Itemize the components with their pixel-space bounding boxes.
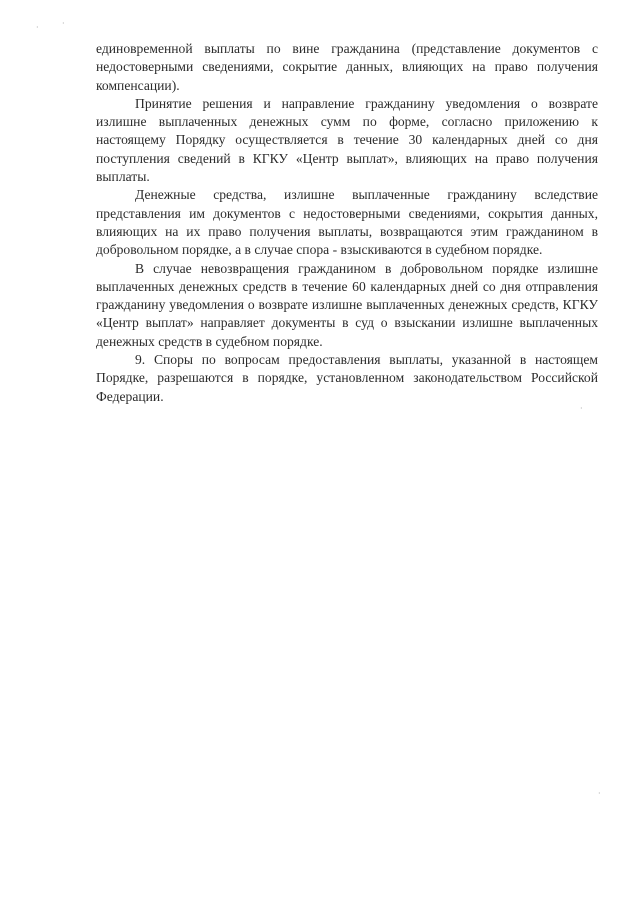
paragraph-court-recovery: В случае невозвращения гражданином в добровольном порядке излишне выплаченных денежных средств в течение 60 календарных дней со дня отправления гражданину уведомления о возврате излишне выплаченных денежных средств, КГКУ «Центр выплат» направляет документы в суд о взыскании излишне выплаченных денежных средств в судебном порядке.	[96, 260, 598, 349]
paragraph-decision-notice: Принятие решения и направление гражданину уведомления о возврате излишне выплаченных денежных сумм по форме, согласно приложению к настоящему Порядку осуществляется в течение 30 календарных дней со дня поступления сведений в КГКУ «Центр выплат», влияющих на право получения выплаты.	[96, 95, 598, 185]
scan-dot-mark: ·	[598, 789, 601, 798]
scan-dot-mark: ·	[62, 19, 65, 28]
paragraph-disputes: 9. Споры по вопросам предоставления выплаты, указанной в настоящем Порядке, разрешаются в порядке, установленном законодательством Российской Федерации.	[96, 352, 598, 404]
paragraph-continuation: единовременной выплаты по вине гражданина (представление документов с недостоверными сведениями, сокрытие данных, влияющих на право получения компенсации).	[96, 41, 598, 93]
scan-dot-mark: ·	[36, 23, 39, 32]
paragraph-voluntary-return: Денежные средства, излишне выплаченные гражданину вследствие представления им документов с недостоверными сведениями, сокрытия данных, влияющих на их право получения выплаты, возвращаются этим гражданином в добровольном порядке, а в случае спора - взыскиваются в судебном порядке.	[96, 187, 598, 258]
document-body	[96, 40, 598, 406]
scan-dot-mark: ·	[580, 404, 583, 413]
